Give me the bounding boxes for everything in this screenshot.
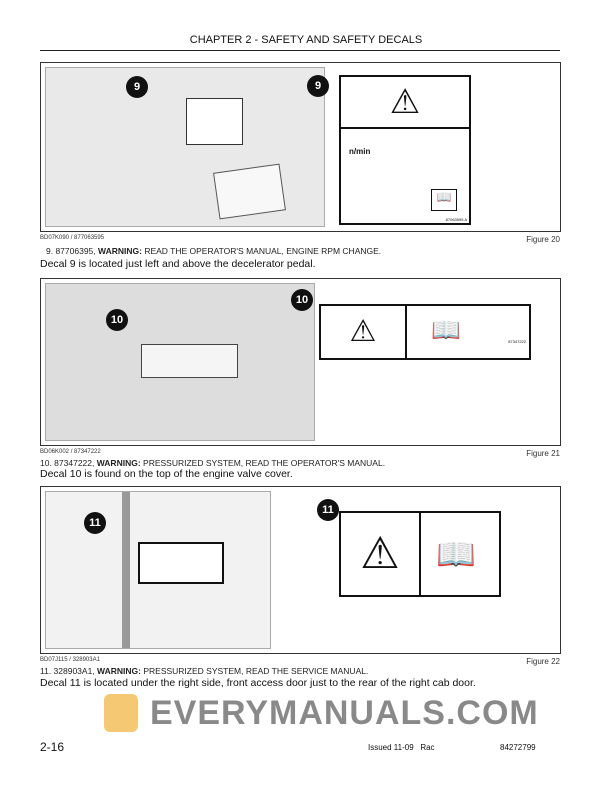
item-text: PRESSURIZED SYSTEM, READ THE OPERATOR'S MANUAL. [143,458,386,468]
figure-21 [40,278,561,446]
decal-thumbnail [138,542,224,584]
page-number: 2-16 [40,740,65,754]
item-number: 9. 87706395, [46,246,96,256]
item-text: READ THE OPERATOR'S MANUAL, ENGINE RPM CHANGE. [144,246,382,256]
photo-reference: BD06K002 / 87347222 [40,449,101,455]
decal-description: Decal 9 is located just left and above the decelerator pedal. [40,258,316,270]
decal-code: 87063595 A [445,217,467,222]
watermark-logo [104,694,138,732]
item-number: 11. 328903A1, [40,666,95,676]
callout-11-decal: 11 [317,499,339,521]
decal-item [40,458,385,468]
decal-10 [319,304,531,360]
strut [122,492,130,648]
callout-9: 9 [126,76,148,98]
warning-label: WARNING: [96,458,141,468]
decal-thumbnail [186,98,243,145]
warning-label: WARNING: [97,666,141,676]
photo-reference: BD07K090 / 877063595 [40,235,105,241]
decal-item [46,246,381,256]
pressure-warning-icon: ⚠ [321,306,407,358]
manual-book-icon: 📖 [431,317,461,344]
photo-engine [45,283,315,441]
rpm-label: n/min [349,147,371,156]
figure-label: Figure 20 [526,235,560,244]
valve-cover [141,344,238,378]
watermark: EVERYMANUALS.COM [150,694,539,732]
photo-access-door [45,491,271,649]
callout-11: 11 [84,512,106,534]
decal-code: 87347222 [508,339,526,344]
callout-10: 10 [106,309,128,331]
issue-info: Issued 11-09 Rac [368,743,435,752]
callout-9-decal: 9 [307,75,329,97]
pressure-warning-icon: ⚠ [341,513,421,595]
warning-label: WARNING: [98,246,142,256]
chapter-header: CHAPTER 2 - SAFETY AND SAFETY DECALS [189,34,423,46]
figure-label: Figure 21 [526,449,560,458]
decal-item [40,666,368,676]
item-text: PRESSURIZED SYSTEM, READ THE SERVICE MANUAL. [143,666,369,676]
figure-22 [40,486,561,654]
callout-10-decal: 10 [291,289,313,311]
warning-triangle-icon: ⚠ [341,77,469,129]
decal-11 [339,511,501,597]
decal-9 [339,75,471,225]
photo-reference: BD07J115 / 328903A1 [40,657,100,663]
document-number: 84272799 [500,743,536,752]
photo-cab-floor [45,67,325,227]
figure-20 [40,62,561,232]
figure-label: Figure 22 [526,657,560,666]
item-number: 10. 87347222, [40,458,95,468]
manual-book-icon: 📖 [431,189,457,211]
decal-description: Decal 11 is located under the right side, front access door just to the rear of the right cab door. [40,677,476,689]
pedal [213,164,286,220]
decal-description: Decal 10 is found on the top of the engine valve cover. [40,468,293,480]
header-rule [40,50,560,51]
service-manual-icon: 📖 [436,536,476,572]
